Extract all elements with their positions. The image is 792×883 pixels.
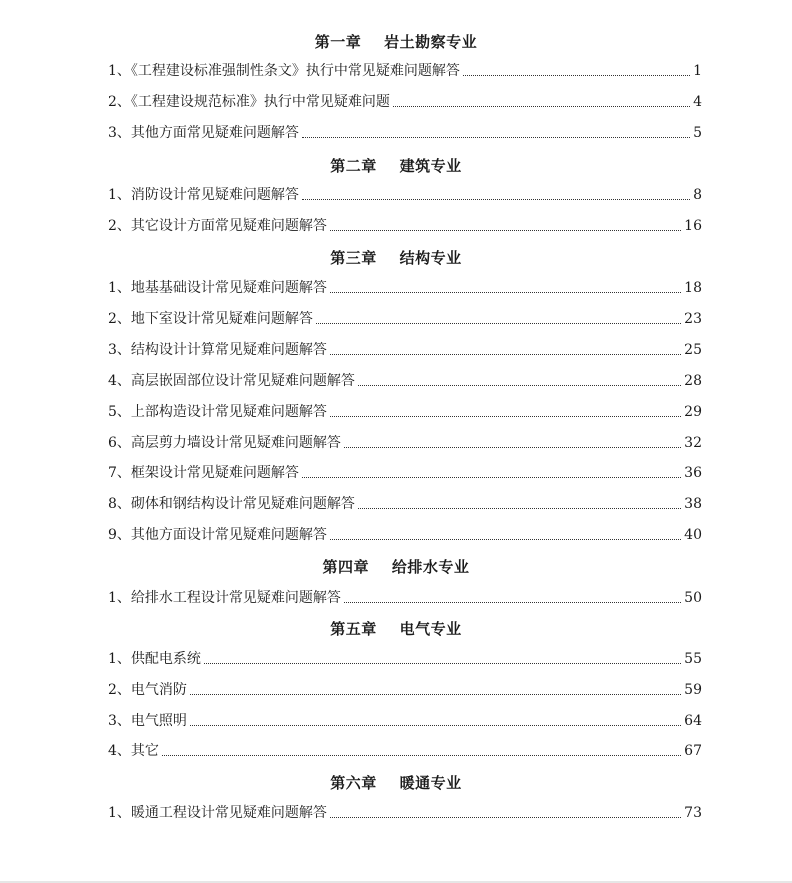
toc-entry-label: 2、《工程建设规范标准》执行中常见疑难问题 <box>108 94 390 110</box>
dot-leader <box>330 229 681 231</box>
dot-leader <box>190 724 681 726</box>
toc-entry-page: 4 <box>693 94 702 110</box>
toc-entry-page: 50 <box>684 590 702 606</box>
toc-entry[interactable] <box>108 710 702 730</box>
toc-entry[interactable] <box>108 679 702 699</box>
toc-entry-label: 1、《工程建设标准强制性条文》执行中常见疑难问题解答 <box>108 63 460 79</box>
dot-leader <box>330 538 681 540</box>
chapter-title-2: 第二章 建筑专业 <box>330 157 462 175</box>
toc-entry-page: 67 <box>684 743 702 759</box>
toc-entry-page: 40 <box>684 527 702 543</box>
toc-entry[interactable] <box>108 122 702 142</box>
toc-entry-page: 64 <box>684 713 702 729</box>
chapter-title-4: 第四章 给排水专业 <box>322 558 470 576</box>
toc-entry-page: 18 <box>684 280 702 296</box>
toc-entry-label: 1、暖通工程设计常见疑难问题解答 <box>108 805 327 821</box>
dot-leader <box>358 507 681 509</box>
dot-leader <box>330 816 681 818</box>
toc-entry[interactable] <box>108 802 702 822</box>
dot-leader <box>302 476 681 478</box>
toc-entry-page: 23 <box>684 311 702 327</box>
toc-entry[interactable] <box>108 370 702 390</box>
toc-entry-label: 4、高层嵌固部位设计常见疑难问题解答 <box>108 373 355 389</box>
toc-entry-label: 3、结构设计计算常见疑难问题解答 <box>108 342 327 358</box>
dot-leader <box>316 322 681 324</box>
dot-leader <box>302 198 690 200</box>
dot-leader <box>204 662 681 664</box>
toc-entry-label: 9、其他方面设计常见疑难问题解答 <box>108 527 327 543</box>
toc-entry-page: 55 <box>684 651 702 667</box>
chapter-title-5: 第五章 电气专业 <box>330 620 462 638</box>
dot-leader <box>302 136 690 138</box>
toc-entry[interactable] <box>108 648 702 668</box>
dot-leader <box>463 74 690 76</box>
toc-entry[interactable] <box>108 740 702 760</box>
toc-entry-label: 1、地基基础设计常见疑难问题解答 <box>108 280 327 296</box>
toc-entry-page: 38 <box>684 496 702 512</box>
toc-entry-label: 2、其它设计方面常见疑难问题解答 <box>108 218 327 234</box>
toc-entry-label: 3、电气照明 <box>108 713 187 729</box>
toc-entry[interactable] <box>108 277 702 297</box>
toc-entry-page: 1 <box>693 63 702 79</box>
toc-entry[interactable] <box>108 184 702 204</box>
toc-entry[interactable] <box>108 432 702 452</box>
dot-leader <box>344 601 681 603</box>
dot-leader <box>190 693 681 695</box>
toc-entry-page: 59 <box>684 682 702 698</box>
toc-entry-page: 73 <box>684 805 702 821</box>
toc-entry-page: 8 <box>693 187 702 203</box>
toc-entry[interactable] <box>108 215 702 235</box>
toc-entry-label: 6、高层剪力墙设计常见疑难问题解答 <box>108 435 341 451</box>
toc-entry-page: 29 <box>684 404 702 420</box>
toc-entry-page: 16 <box>684 218 702 234</box>
chapter-title-6: 第六章 暖通专业 <box>330 774 462 792</box>
dot-leader <box>330 415 681 417</box>
toc-entry-page: 32 <box>684 435 702 451</box>
toc-entry-label: 1、供配电系统 <box>108 651 201 667</box>
toc-entry-page: 36 <box>684 465 702 481</box>
toc-entry[interactable] <box>108 339 702 359</box>
toc-entry[interactable] <box>108 401 702 421</box>
toc-entry[interactable] <box>108 91 702 111</box>
toc-entry[interactable] <box>108 60 702 80</box>
dot-leader <box>344 446 681 448</box>
dot-leader <box>358 384 681 386</box>
toc-entry-label: 3、其他方面常见疑难问题解答 <box>108 125 299 141</box>
toc-entry-label: 2、电气消防 <box>108 682 187 698</box>
toc-entry[interactable] <box>108 308 702 328</box>
dot-leader <box>393 105 690 107</box>
toc-entry-page: 28 <box>684 373 702 389</box>
toc-entry-label: 2、地下室设计常见疑难问题解答 <box>108 311 313 327</box>
toc-entry-page: 5 <box>693 125 702 141</box>
toc-entry-label: 7、框架设计常见疑难问题解答 <box>108 465 299 481</box>
dot-leader <box>330 353 681 355</box>
toc-entry-label: 1、给排水工程设计常见疑难问题解答 <box>108 590 341 606</box>
chapter-title-1: 第一章 岩土勘察专业 <box>314 33 478 51</box>
dot-leader <box>330 291 681 293</box>
chapter-title-3: 第三章 结构专业 <box>330 249 462 267</box>
toc-entry-label: 8、砌体和钢结构设计常见疑难问题解答 <box>108 496 355 512</box>
toc-entry-label: 4、其它 <box>108 743 159 759</box>
toc-entry[interactable] <box>108 462 702 482</box>
dot-leader <box>162 754 681 756</box>
toc-entry-label: 1、消防设计常见疑难问题解答 <box>108 187 299 203</box>
toc-entry-label: 5、上部构造设计常见疑难问题解答 <box>108 404 327 420</box>
toc-entry[interactable] <box>108 493 702 513</box>
toc-entry[interactable] <box>108 587 702 607</box>
toc-entry[interactable] <box>108 524 702 544</box>
toc-entry-page: 25 <box>684 342 702 358</box>
